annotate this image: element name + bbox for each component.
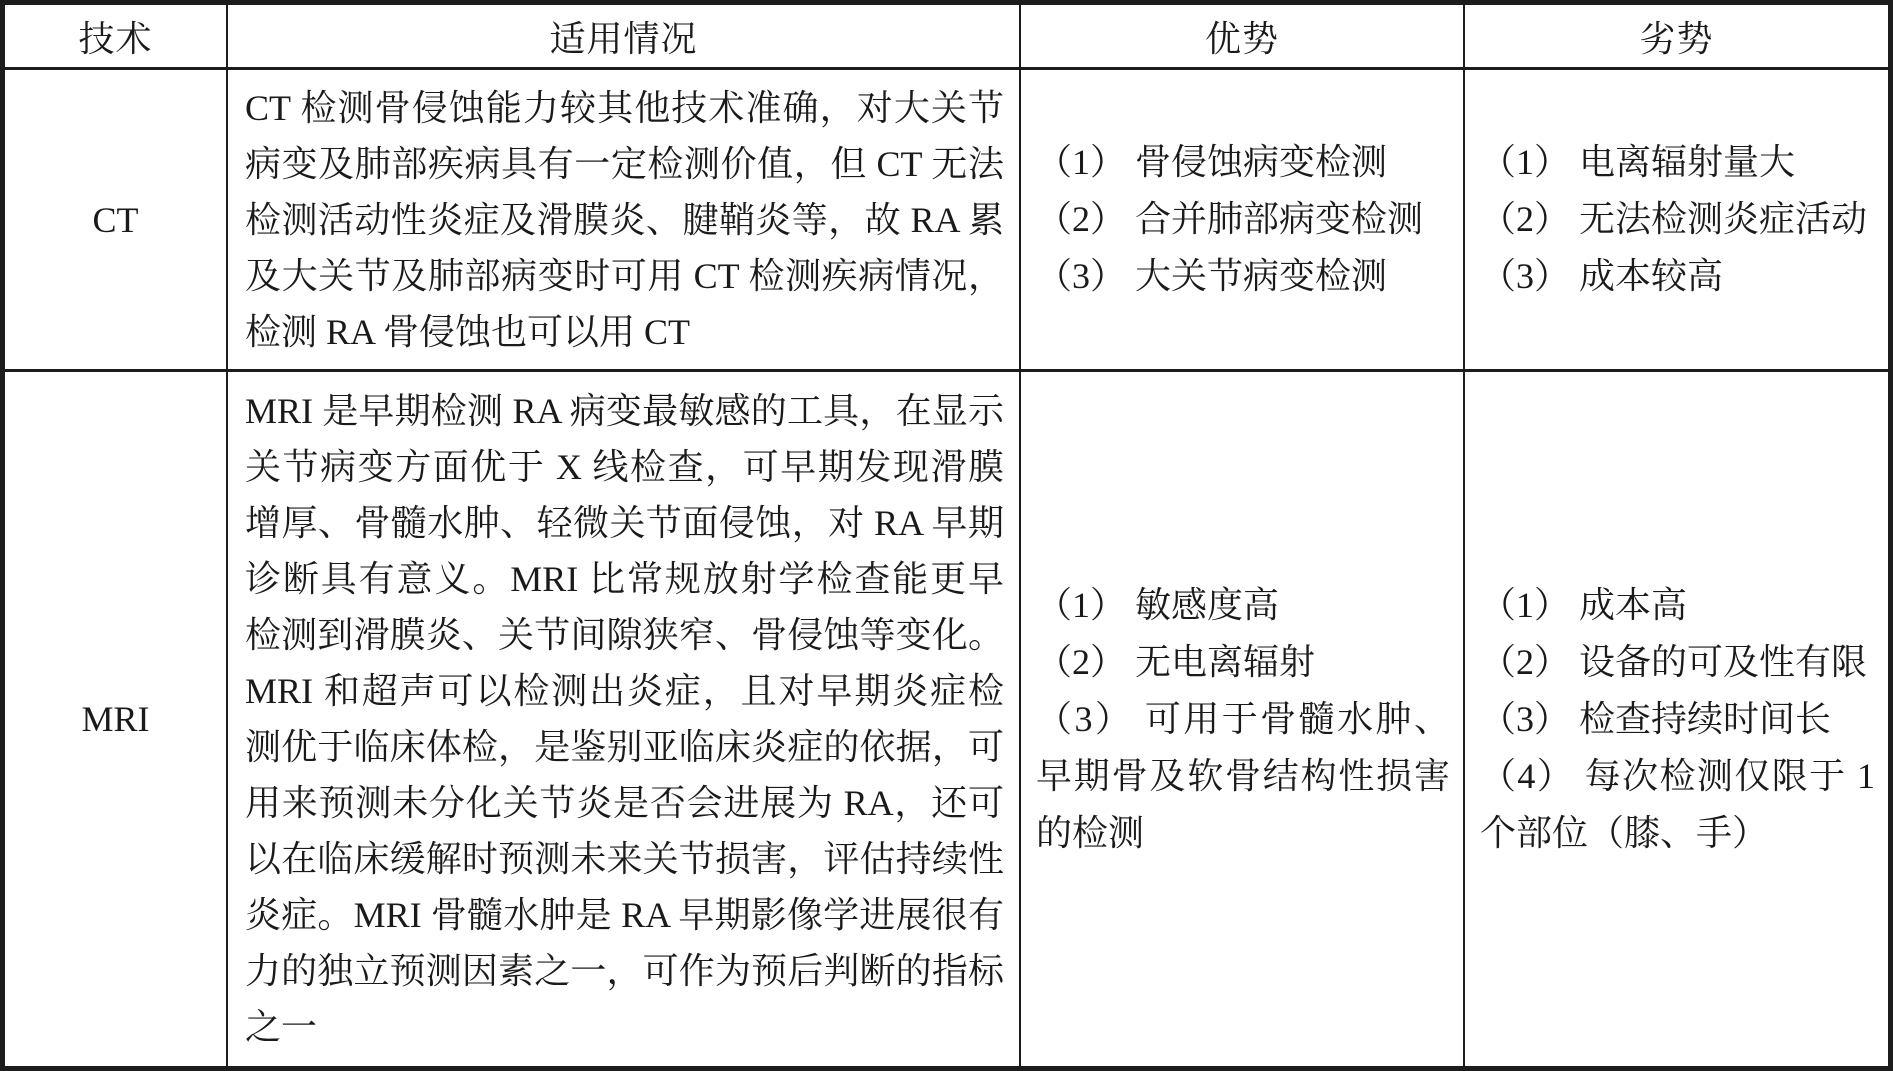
mri-disadvantage-item: （4） 每次检测仅限于 1 个部位（膝、手） <box>1480 755 1875 853</box>
mri-advantages-cell <box>1021 372 1465 1066</box>
ct-disadvantages-cell <box>1465 70 1888 372</box>
ct-applicable-text: CT 检测骨侵蚀能力较其他技术准确，对大关节病变及肺部疾病具有一定检测价值，但 CT 无法检测活动性炎症及滑膜炎、腱鞘炎等，故 RA 累及大关节及肺部病变时可用 CT 检测疾病情况，检测 RA 骨侵蚀也可以用 CT <box>245 87 1004 352</box>
header-tech <box>5 5 228 70</box>
mri-disadvantage-item: （1） 成本高 <box>1480 584 1688 625</box>
ct-advantages-cell <box>1021 70 1465 372</box>
mri-tech-label: MRI <box>81 699 150 739</box>
mri-applicable-cell <box>228 372 1021 1066</box>
ct-applicable-cell <box>228 70 1021 372</box>
header-tech-label: 技术 <box>78 18 153 59</box>
mri-advantage-item: （1） 敏感度高 <box>1036 584 1280 625</box>
header-applicable-label: 适用情况 <box>549 18 698 59</box>
mri-disadvantage-item: （2） 设备的可及性有限 <box>1480 641 1868 682</box>
ct-advantage-item: （2） 合并肺部病变检测 <box>1036 199 1424 239</box>
ct-disadvantage-item: （3） 成本较高 <box>1480 256 1724 296</box>
header-disadvantages <box>1465 5 1888 70</box>
mri-advantage-item: （3） 可用于骨髓水肿、早期骨及软骨结构性损害的检测 <box>1036 698 1450 853</box>
ct-advantage-item: （3） 大关节病变检测 <box>1036 256 1388 296</box>
mri-disadvantages-cell <box>1465 372 1888 1066</box>
ct-disadvantage-item: （1） 电离辐射量大 <box>1480 142 1796 182</box>
ct-tech-cell <box>5 70 228 372</box>
mri-advantage-item: （2） 无电离辐射 <box>1036 641 1316 682</box>
ct-advantage-item: （1） 骨侵蚀病变检测 <box>1036 142 1388 182</box>
mri-applicable-text: MRI 是早期检测 RA 病变最敏感的工具，在显示关节病变方面优于 X 线检查，可早期发现滑膜增厚、骨髓水肿、轻微关节面侵蚀，对 RA 早期诊断具有意义。MRI 比常规放射学检查能更早检测到滑膜炎、关节间隙狭窄、骨侵蚀等变化。MRI 和超声可以检测出炎症，且对早期炎症检测优于临床体检，是鉴别亚临床炎症的依据，可用来预测未分化关节炎是否会进展为 RA，还可以在临床缓解时预测未来关节损害，评估持续性炎症。MRI 骨髓水肿是 RA 早期影像学进展很有力的独立预测因素之一，可作为预后判断的指标之一 <box>245 391 1004 1047</box>
mri-disadvantage-item: （3） 检查持续时间长 <box>1480 698 1832 739</box>
ct-tech-label: CT <box>92 199 139 240</box>
header-applicable <box>228 5 1021 70</box>
mri-tech-cell <box>5 372 228 1066</box>
header-advantages <box>1021 5 1465 70</box>
header-advantages-label: 优势 <box>1204 18 1279 59</box>
ct-disadvantage-item: （2） 无法检测炎症活动 <box>1480 199 1868 239</box>
header-disadvantages-label: 劣势 <box>1639 18 1714 59</box>
